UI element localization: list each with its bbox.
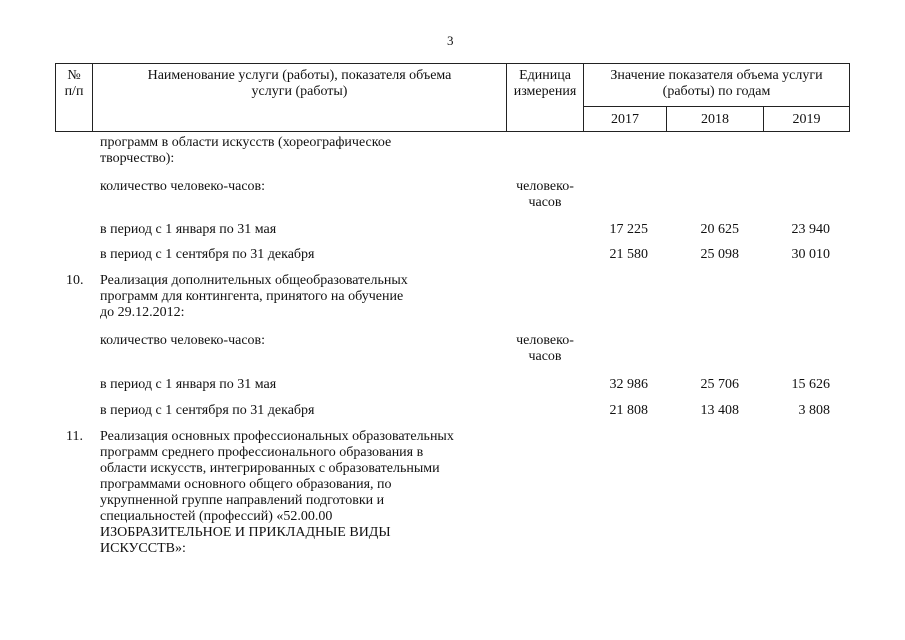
item-11-number: 11.	[66, 429, 83, 444]
unit-line1: человеко-	[516, 179, 574, 194]
header-no	[56, 68, 92, 100]
item-10-jan-may-2018: 25 706	[700, 377, 739, 392]
row-sep-dec-2019: 30 010	[791, 247, 830, 262]
item-11-title-line: укрупненной группе направлений подготовки и	[100, 493, 385, 508]
item-10-person-hours-unit	[505, 333, 585, 365]
header-bottom-border	[55, 131, 850, 132]
row-sep-dec-2017: 21 580	[609, 247, 648, 262]
row-jan-may-2019: 23 940	[791, 222, 830, 237]
item-10-sep-dec-label: в период с 1 сентября по 31 декабря	[100, 403, 315, 418]
row-jan-may-label: в период с 1 января по 31 мая	[100, 222, 277, 237]
header-year-2018: 2018	[701, 112, 729, 127]
unit-line1: человеко-	[516, 333, 574, 348]
header-right-border	[849, 63, 850, 132]
item-11-title-line: специальностей (профессий) «52.00.00	[100, 509, 333, 524]
header-name-line1: Наименование услуги (работы), показателя объема	[147, 68, 452, 83]
item-10-title-line3: до 29.12.2012:	[100, 305, 185, 320]
item-10-sep-dec-2017: 21 808	[609, 403, 648, 418]
item-10-title-line1: Реализация дополнительных общеобразовательных	[100, 273, 408, 288]
header-value	[584, 68, 849, 100]
item-11-title-line: области искусств, интегрированных с образовательными	[100, 461, 440, 476]
row-jan-may-2018: 20 625	[700, 222, 739, 237]
header-name	[93, 68, 506, 100]
header-no-line2: п/п	[64, 84, 84, 99]
continuation-line1: программ в области искусств (хореографическое	[100, 135, 392, 150]
header-unit-line2: измерения	[513, 84, 577, 99]
row-sep-dec-label: в период с 1 сентября по 31 декабря	[100, 247, 315, 262]
header-top-border	[55, 63, 850, 64]
item-10-title-line2: программ для контингента, принятого на обучение	[100, 289, 404, 304]
item-10-number: 10.	[66, 273, 84, 288]
unit-line2: часов	[528, 195, 562, 210]
item-11-title-line: ИЗОБРАЗИТЕЛЬНОЕ И ПРИКЛАДНЫЕ ВИДЫ	[100, 525, 391, 540]
row-sep-dec-2018: 25 098	[700, 247, 739, 262]
header-name-line2: услуги (работы)	[251, 84, 348, 99]
row-person-hours-label: количество человеко-часов:	[100, 179, 266, 194]
header-no-line1: №	[67, 68, 81, 83]
header-year-2019: 2019	[792, 112, 821, 127]
item-10-sep-dec-2018: 13 408	[700, 403, 739, 418]
header-year-2017: 2017	[611, 112, 639, 127]
item-10-jan-may-2017: 32 986	[609, 377, 648, 392]
item-11-title-line: ИСКУССТВ»:	[100, 541, 186, 556]
item-11-title-line: программ среднего профессионального образования в	[100, 445, 424, 460]
header-mid-border	[583, 106, 850, 107]
item-10-jan-may-label: в период с 1 января по 31 мая	[100, 377, 277, 392]
page-number: 3	[447, 33, 454, 48]
header-value-line1: Значение показателя объема услуги	[610, 68, 823, 83]
row-person-hours-unit	[505, 179, 585, 211]
header-value-line2: (работы) по годам	[662, 84, 771, 99]
item-10-sep-dec-2019: 3 808	[798, 403, 830, 418]
item-11-title	[100, 429, 454, 557]
unit-line2: часов	[528, 349, 562, 364]
row-jan-may-2017: 17 225	[609, 222, 648, 237]
item-10-jan-may-2019: 15 626	[791, 377, 830, 392]
item-11-title-line: программами основного общего образования, по	[100, 477, 392, 492]
item-10-person-hours-label: количество человеко-часов:	[100, 333, 266, 348]
item-11-title-line: Реализация основных профессиональных образовательных	[100, 429, 454, 444]
header-unit-line1: Единица	[519, 68, 571, 83]
continuation-line2: творчество):	[100, 151, 175, 166]
header-unit	[507, 68, 583, 100]
